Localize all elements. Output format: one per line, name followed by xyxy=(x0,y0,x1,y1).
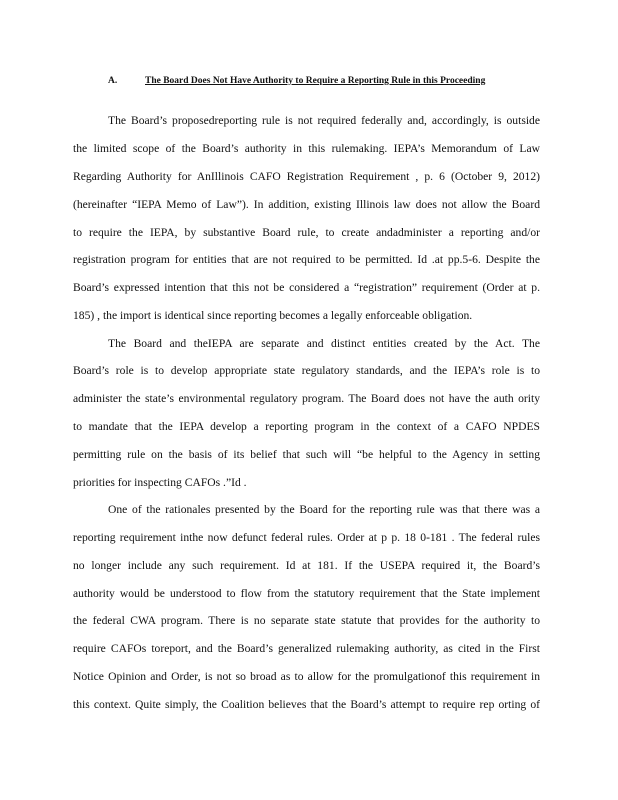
body-line: to mandate that the IEPA develop a reporting program in the context of a CAFO NPDES xyxy=(73,420,540,433)
section-title: The Board Does Not Have Authority to Require a Reporting Rule in this Proceeding xyxy=(145,76,486,86)
body-line: priorities for inspecting CAFOs .”Id . xyxy=(73,476,247,489)
body-line: authority would be understood to flow from the statutory requirement that the State implement xyxy=(73,587,540,600)
body-line: Notice Opinion and Order, is not so broad as to allow for the promulgationof this requirement in xyxy=(73,670,540,683)
body-line: reporting requirement inthe now defunct federal rules. Order at p p. 18 0-181 . The federal rules xyxy=(73,531,540,544)
body-line: the limited scope of the Board’s authority in this rulemaking. IEPA’s Memorandum of Law xyxy=(73,142,540,155)
section-letter: A. xyxy=(108,76,118,86)
body-line: The Board’s proposedreporting rule is not required federally and, accordingly, is outside xyxy=(108,114,540,127)
body-line: Regarding Authority for AnIllinois CAFO Registration Requirement , p. 6 (October 9, 2012) xyxy=(73,170,540,183)
body-line: to require the IEPA, by substantive Board rule, to create andadminister a reporting and/or xyxy=(73,226,540,239)
body-line: (hereinafter “IEPA Memo of Law”). In addition, existing Illinois law does not allow the Board xyxy=(73,198,540,211)
body-line: 185) , the import is identical since reporting becomes a legally enforceable obligation. xyxy=(73,309,473,322)
body-line: One of the rationales presented by the Board for the reporting rule was that there was a xyxy=(108,503,540,516)
body-line: administer the state’s environmental regulatory program. The Board does not have the auth ority xyxy=(73,392,540,405)
body-line: Board’s role is to develop appropriate state regulatory standards, and the IEPA’s role is to xyxy=(73,364,540,377)
body-line: permitting rule on the basis of its belief that such will “be helpful to the Agency in setting xyxy=(73,448,540,461)
body-line: this context. Quite simply, the Coalition believes that the Board’s attempt to require rep orting of xyxy=(73,698,540,711)
body-line: no longer include any such requirement. Id at 181. If the USEPA required it, the Board’s xyxy=(73,559,540,572)
body-line: The Board and theIEPA are separate and distinct entities created by the Act. The xyxy=(108,337,540,350)
body-line: the federal CWA program. There is no separate state statute that provides for the authority to xyxy=(73,614,540,627)
body-line: Board’s expressed intention that this not be considered a “registration” requirement (Order at p. xyxy=(73,281,540,294)
body-line: require CAFOs toreport, and the Board’s generalized rulemaking authority, as cited in the First xyxy=(73,642,540,655)
body-line: registration program for entities that are not required to be permitted. Id .at pp.5-6. Despite the xyxy=(73,253,540,266)
